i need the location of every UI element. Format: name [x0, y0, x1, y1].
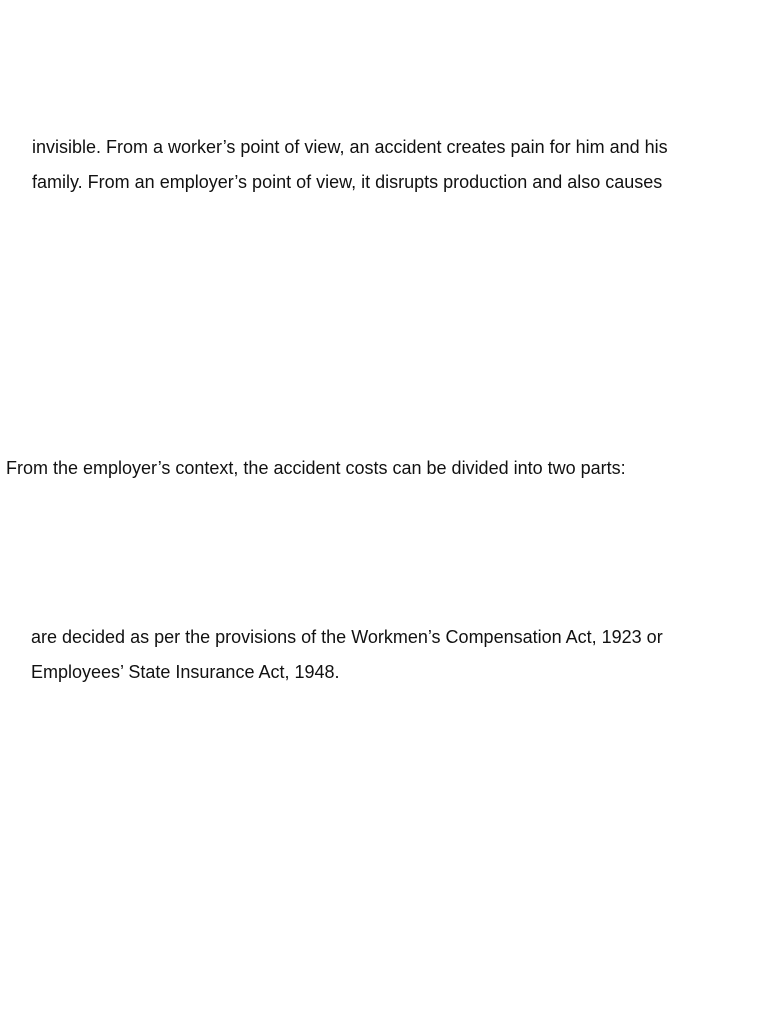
text-line: Employees’ State Insurance Act, 1948.	[31, 662, 340, 682]
text-line: From the employer’s context, the accident costs can be divided into two parts:	[6, 458, 626, 478]
text-line: are decided as per the provisions of the Workmen’s Compensation Act, 1923 or	[31, 627, 663, 647]
text-line: invisible. From a worker’s point of view, an accident creates pain for him and his	[32, 137, 668, 157]
text-line: family. From an employer’s point of view, it disrupts production and also causes	[32, 172, 663, 192]
